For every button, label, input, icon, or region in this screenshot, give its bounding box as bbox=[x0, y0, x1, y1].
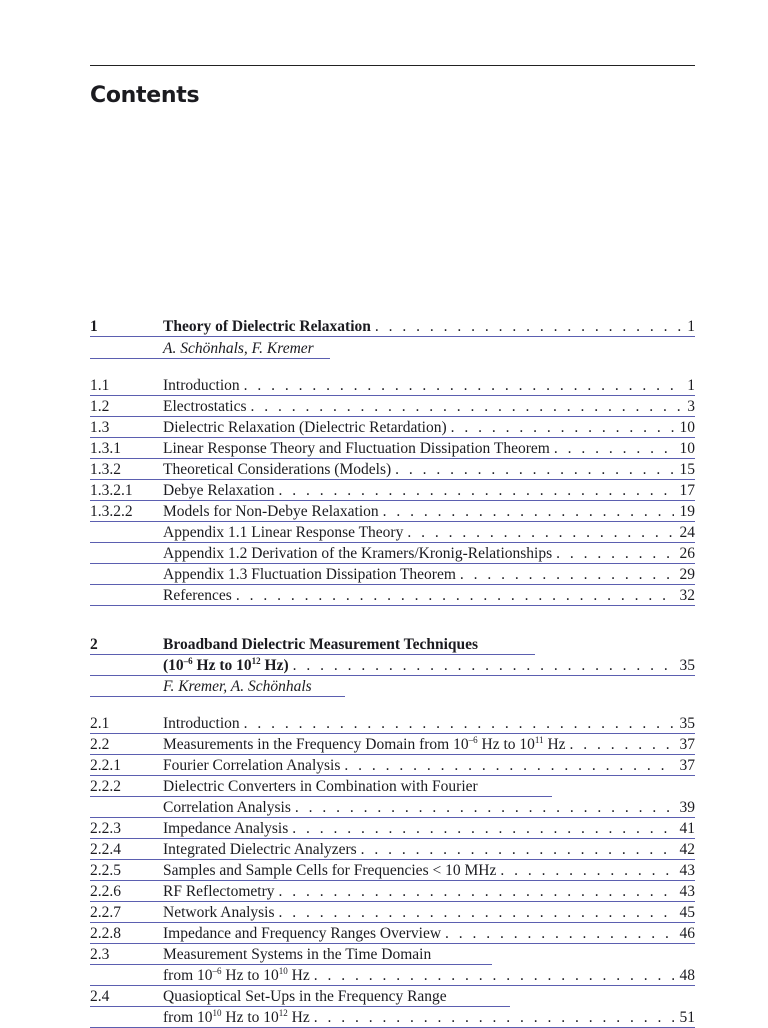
dot-leader bbox=[295, 798, 674, 818]
toc-entry-title: Measurements in the Frequency Domain from $10^{-6}$ Hz to $10^{11}$ Hz bbox=[163, 735, 566, 753]
toc-page-number: 1 bbox=[687, 377, 695, 394]
entry-underline bbox=[90, 584, 695, 585]
toc-page-number: 46 bbox=[679, 925, 695, 942]
entry-underline bbox=[90, 437, 695, 438]
toc-entry[interactable] bbox=[90, 586, 695, 606]
dot-leader bbox=[460, 565, 674, 585]
toc-entry-number: 1.3.2.2 bbox=[90, 503, 133, 520]
dot-leader bbox=[292, 819, 673, 839]
toc-entry-number: 1 bbox=[90, 318, 98, 335]
toc-page-number: 24 bbox=[679, 524, 695, 541]
entry-underline bbox=[90, 880, 695, 881]
toc-authors-text: A. Schönhals, F. Kremer bbox=[163, 340, 314, 357]
entry-underline bbox=[90, 358, 330, 359]
toc-entry-title: from $10^{-6}$ Hz to $10^{10}$ Hz bbox=[163, 966, 310, 984]
toc-entry[interactable] bbox=[90, 882, 695, 902]
dot-leader bbox=[556, 544, 673, 564]
toc-page-number: 43 bbox=[679, 862, 695, 879]
toc-authors bbox=[90, 339, 695, 359]
toc-page-number: 26 bbox=[679, 545, 695, 562]
toc-entry-title: Broadband Dielectric Measurement Techniques bbox=[163, 636, 479, 653]
toc-entry-title: Introduction bbox=[163, 715, 240, 732]
toc-entry-title: Electrostatics bbox=[163, 398, 247, 415]
dot-leader bbox=[451, 418, 674, 438]
toc-page-number: 10 bbox=[679, 440, 695, 457]
dot-leader bbox=[500, 861, 673, 881]
toc-entry-title: Appendix 1.2 Derivation of the Kramers/Kronig-Relationships bbox=[163, 545, 553, 562]
toc-entry[interactable] bbox=[90, 460, 695, 480]
toc-entry-title: Quasioptical Set-Ups in the Frequency Range bbox=[163, 988, 447, 1005]
toc-page-number: 37 bbox=[679, 757, 695, 774]
toc-page-number: 48 bbox=[679, 967, 695, 984]
toc-entry[interactable] bbox=[90, 439, 695, 459]
toc-entry-number: 1.3.1 bbox=[90, 440, 121, 457]
toc-entry[interactable] bbox=[90, 502, 695, 522]
dot-leader bbox=[314, 966, 674, 986]
dot-leader bbox=[244, 714, 674, 734]
toc-entry-number: 2.2.2 bbox=[90, 778, 121, 795]
toc-entry[interactable] bbox=[90, 523, 695, 543]
toc-entry-number: 1.3.2.1 bbox=[90, 482, 133, 499]
toc-entry-number: 2.2.1 bbox=[90, 757, 121, 774]
toc-page-number: 32 bbox=[679, 587, 695, 604]
toc-entry[interactable] bbox=[90, 544, 695, 564]
entry-underline bbox=[90, 563, 695, 564]
toc-entry-title: ($10^{-6}$ Hz to $10^{12}$ Hz) bbox=[163, 656, 289, 674]
entry-underline bbox=[90, 943, 695, 944]
entry-underline bbox=[90, 458, 695, 459]
toc-entry[interactable] bbox=[90, 317, 695, 337]
entry-underline bbox=[90, 395, 695, 396]
toc-entry-title: Impedance Analysis bbox=[163, 820, 289, 837]
toc-entry-title: Samples and Sample Cells for Frequencies < 10 MHz bbox=[163, 862, 497, 879]
toc-entry-number: 1.3.2 bbox=[90, 461, 121, 478]
entry-underline bbox=[90, 654, 535, 655]
toc-entry-number: 2.4 bbox=[90, 988, 110, 1005]
dot-leader bbox=[279, 882, 674, 902]
toc-entry-title: Theoretical Considerations (Models) bbox=[163, 461, 392, 478]
entry-underline bbox=[90, 817, 695, 818]
toc-entry-number: 2.2.6 bbox=[90, 883, 121, 900]
toc-entry-title: RF Reflectometry bbox=[163, 883, 275, 900]
toc-entry[interactable] bbox=[90, 714, 695, 734]
toc-entry bbox=[90, 987, 695, 1007]
toc-page-number: 3 bbox=[687, 398, 695, 415]
dot-leader bbox=[344, 756, 673, 776]
entry-underline bbox=[90, 922, 695, 923]
toc-page-number: 1 bbox=[687, 318, 695, 335]
toc-entry[interactable] bbox=[90, 735, 695, 755]
toc-entry[interactable] bbox=[90, 397, 695, 417]
toc-entry[interactable] bbox=[90, 418, 695, 438]
dot-leader bbox=[244, 376, 682, 396]
toc-entry-number: 2.2.3 bbox=[90, 820, 121, 837]
dot-leader bbox=[236, 586, 674, 606]
toc-entry bbox=[90, 635, 695, 655]
toc-page-number: 29 bbox=[679, 566, 695, 583]
toc-entry[interactable] bbox=[90, 481, 695, 501]
dot-leader bbox=[251, 397, 682, 417]
toc-authors-text: F. Kremer, A. Schönhals bbox=[163, 678, 312, 695]
entry-underline bbox=[90, 605, 695, 606]
toc-entry-title: Network Analysis bbox=[163, 904, 275, 921]
toc-entry bbox=[90, 777, 695, 797]
entry-underline bbox=[90, 542, 695, 543]
toc-entry-title: Fourier Correlation Analysis bbox=[163, 757, 341, 774]
toc-entry-number: 1.1 bbox=[90, 377, 110, 394]
entry-underline bbox=[90, 675, 695, 676]
entry-underline bbox=[90, 796, 552, 797]
toc-entry[interactable] bbox=[90, 756, 695, 776]
toc-entry-number: 2.2.4 bbox=[90, 841, 121, 858]
toc-entry-number: 2.2.8 bbox=[90, 925, 121, 942]
toc-entry[interactable] bbox=[90, 1008, 695, 1028]
dot-leader bbox=[395, 460, 673, 480]
dot-leader bbox=[445, 924, 673, 944]
toc-entry-number: 2.2 bbox=[90, 736, 110, 753]
entry-underline bbox=[90, 1006, 510, 1007]
toc-entry[interactable] bbox=[90, 565, 695, 585]
toc-entry-title: Introduction bbox=[163, 377, 240, 394]
toc-page-number: 35 bbox=[679, 715, 695, 732]
toc-entry-title: Models for Non-Debye Relaxation bbox=[163, 503, 379, 520]
entry-underline bbox=[90, 964, 492, 965]
toc-entry[interactable] bbox=[90, 656, 695, 676]
toc-entry[interactable] bbox=[90, 798, 695, 818]
dot-leader bbox=[278, 481, 673, 501]
toc-page-number: 35 bbox=[679, 657, 695, 674]
entry-underline bbox=[90, 521, 695, 522]
toc-entry[interactable] bbox=[90, 924, 695, 944]
toc-page-number: 42 bbox=[679, 841, 695, 858]
dot-leader bbox=[407, 523, 673, 543]
dot-leader bbox=[570, 735, 674, 755]
entry-underline bbox=[90, 733, 695, 734]
dot-leader bbox=[314, 1008, 674, 1028]
dot-leader bbox=[554, 439, 674, 459]
toc-entry-title: Impedance and Frequency Ranges Overview bbox=[163, 925, 442, 942]
entry-underline bbox=[90, 901, 695, 902]
entry-underline bbox=[90, 479, 695, 480]
toc-entry-title: Dielectric Converters in Combination with Fourier bbox=[163, 778, 478, 795]
dot-leader bbox=[293, 656, 674, 676]
toc-entry bbox=[90, 945, 695, 965]
entry-underline bbox=[90, 838, 695, 839]
toc-page-number: 15 bbox=[679, 461, 695, 478]
entry-underline bbox=[90, 985, 695, 986]
dot-leader bbox=[279, 903, 674, 923]
toc-page-number: 41 bbox=[679, 820, 695, 837]
toc-page-number: 19 bbox=[679, 503, 695, 520]
entry-underline bbox=[90, 754, 695, 755]
toc-entry[interactable] bbox=[90, 903, 695, 923]
toc-entry-number: 2.2.5 bbox=[90, 862, 121, 879]
toc-entry-title: Appendix 1.1 Linear Response Theory bbox=[163, 524, 404, 541]
toc-page-number: 10 bbox=[679, 419, 695, 436]
toc-entry-title: from $10^{10}$ Hz to $10^{12}$ Hz bbox=[163, 1008, 310, 1026]
entry-underline bbox=[90, 336, 695, 337]
toc-entry-number: 2 bbox=[90, 636, 98, 653]
entry-underline bbox=[90, 500, 695, 501]
entry-underline bbox=[90, 696, 345, 697]
toc-entry-number: 2.3 bbox=[90, 946, 110, 963]
dot-leader bbox=[383, 502, 674, 522]
toc-entry-number: 2.1 bbox=[90, 715, 110, 732]
toc-page-number: 43 bbox=[679, 883, 695, 900]
toc-entry-title: Theory of Dielectric Relaxation bbox=[163, 318, 371, 335]
toc-entry-title: Integrated Dielectric Analyzers bbox=[163, 841, 357, 858]
dot-leader bbox=[375, 317, 681, 337]
toc-entry-title: Debye Relaxation bbox=[163, 482, 275, 499]
toc-entry-title: Appendix 1.3 Fluctuation Dissipation Theorem bbox=[163, 566, 456, 583]
toc-entry[interactable] bbox=[90, 840, 695, 860]
toc-authors bbox=[90, 677, 695, 697]
toc-entry-title: Measurement Systems in the Time Domain bbox=[163, 946, 432, 963]
toc-entry[interactable] bbox=[90, 966, 695, 986]
toc-page-number: 39 bbox=[679, 799, 695, 816]
toc-page-number: 51 bbox=[679, 1009, 695, 1026]
toc-entry-title: Dielectric Relaxation (Dielectric Retardation) bbox=[163, 419, 447, 436]
toc-page-number: 17 bbox=[679, 482, 695, 499]
toc-page-number: 45 bbox=[679, 904, 695, 921]
toc-entry-number: 1.2 bbox=[90, 398, 110, 415]
toc-page-number: 37 bbox=[679, 736, 695, 753]
toc-entry-number: 1.3 bbox=[90, 419, 110, 436]
toc-entry[interactable] bbox=[90, 819, 695, 839]
toc-entry-title: Correlation Analysis bbox=[163, 799, 291, 816]
toc-entry[interactable] bbox=[90, 861, 695, 881]
toc-entry-number: 2.2.7 bbox=[90, 904, 121, 921]
page-title: Contents bbox=[90, 83, 200, 108]
entry-underline bbox=[90, 775, 695, 776]
toc-entry-title: Linear Response Theory and Fluctuation Dissipation Theorem bbox=[163, 440, 550, 457]
entry-underline bbox=[90, 416, 695, 417]
toc-entry[interactable] bbox=[90, 376, 695, 396]
dot-leader bbox=[361, 840, 674, 860]
toc-entry-title: References bbox=[163, 587, 232, 604]
entry-underline bbox=[90, 859, 695, 860]
